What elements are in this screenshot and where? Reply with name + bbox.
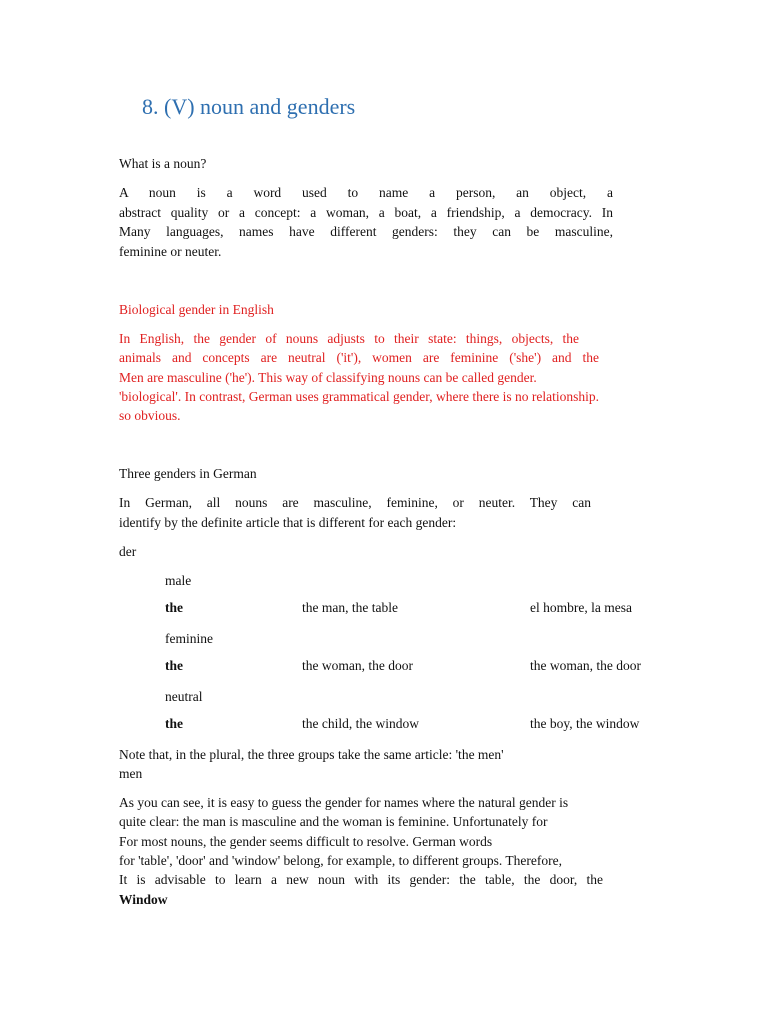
paragraph-line: identify by the definite article that is different for each gender: xyxy=(119,515,457,530)
section-heading-what-is-noun: What is a noun? xyxy=(119,156,207,171)
gender-label-feminine: feminine xyxy=(165,631,213,646)
paragraph-line: animals and concepts are neutral ('it'), women are feminine ('she') and the xyxy=(119,350,599,365)
translation-cell: the boy, the window xyxy=(530,716,640,731)
gender-row xyxy=(0,716,768,736)
paragraph-line: A noun is a word used to name a person, an object, a xyxy=(119,185,613,200)
example-cell: the woman, the door xyxy=(302,658,413,673)
paragraph-line: In German, all nouns are masculine, feminine, or neuter. They can xyxy=(119,495,591,510)
section-heading-three-genders: Three genders in German xyxy=(119,466,257,481)
gender-row xyxy=(0,600,768,620)
page-title: 8. (V) noun and genders xyxy=(142,94,356,119)
paragraph-line: feminine or neuter. xyxy=(119,244,222,259)
paragraph-line-bold: Window xyxy=(119,892,168,907)
der-label: der xyxy=(119,544,137,559)
gender-label-male: male xyxy=(165,573,192,588)
paragraph-line: for 'table', 'door' and 'window' belong, for example, to different groups. Therefore, xyxy=(119,853,562,868)
example-cell: the man, the table xyxy=(302,600,398,615)
gender-row xyxy=(0,658,768,678)
paragraph-line: In English, the gender of nouns adjusts to their state: things, objects, the xyxy=(119,331,579,346)
plural-note-line: Note that, in the plural, the three groups take the same article: 'the men' xyxy=(119,747,504,762)
paragraph-line: abstract quality or a concept: a woman, a boat, a friendship, a democracy. In xyxy=(119,205,613,220)
paragraph-line: As you can see, it is easy to guess the gender for names where the natural gender is xyxy=(119,795,569,810)
gender-label-neutral: neutral xyxy=(165,689,203,704)
paragraph-line: 'biological'. In contrast, German uses grammatical gender, where there is no relationship. xyxy=(119,389,600,404)
article-cell: the xyxy=(165,600,183,615)
translation-cell: the woman, the door xyxy=(530,658,641,673)
paragraph-line: It is advisable to learn a new noun with its gender: the table, the door, the xyxy=(119,872,603,887)
translation-cell: el hombre, la mesa xyxy=(530,600,632,615)
paragraph-line: Many languages, names have different genders: they can be masculine, xyxy=(119,224,613,239)
paragraph-line: so obvious. xyxy=(119,408,181,423)
paragraph-line: Men are masculine ('he'). This way of classifying nouns can be called gender. xyxy=(119,370,537,385)
paragraph-line: For most nouns, the gender seems difficult to resolve. German words xyxy=(119,834,493,849)
example-cell: the child, the window xyxy=(302,716,419,731)
article-cell: the xyxy=(165,658,183,673)
plural-note-line: men xyxy=(119,766,143,781)
article-cell: the xyxy=(165,716,183,731)
paragraph-line: quite clear: the man is masculine and the woman is feminine. Unfortunately for xyxy=(119,814,548,829)
section-heading-biological-gender: Biological gender in English xyxy=(119,302,274,317)
